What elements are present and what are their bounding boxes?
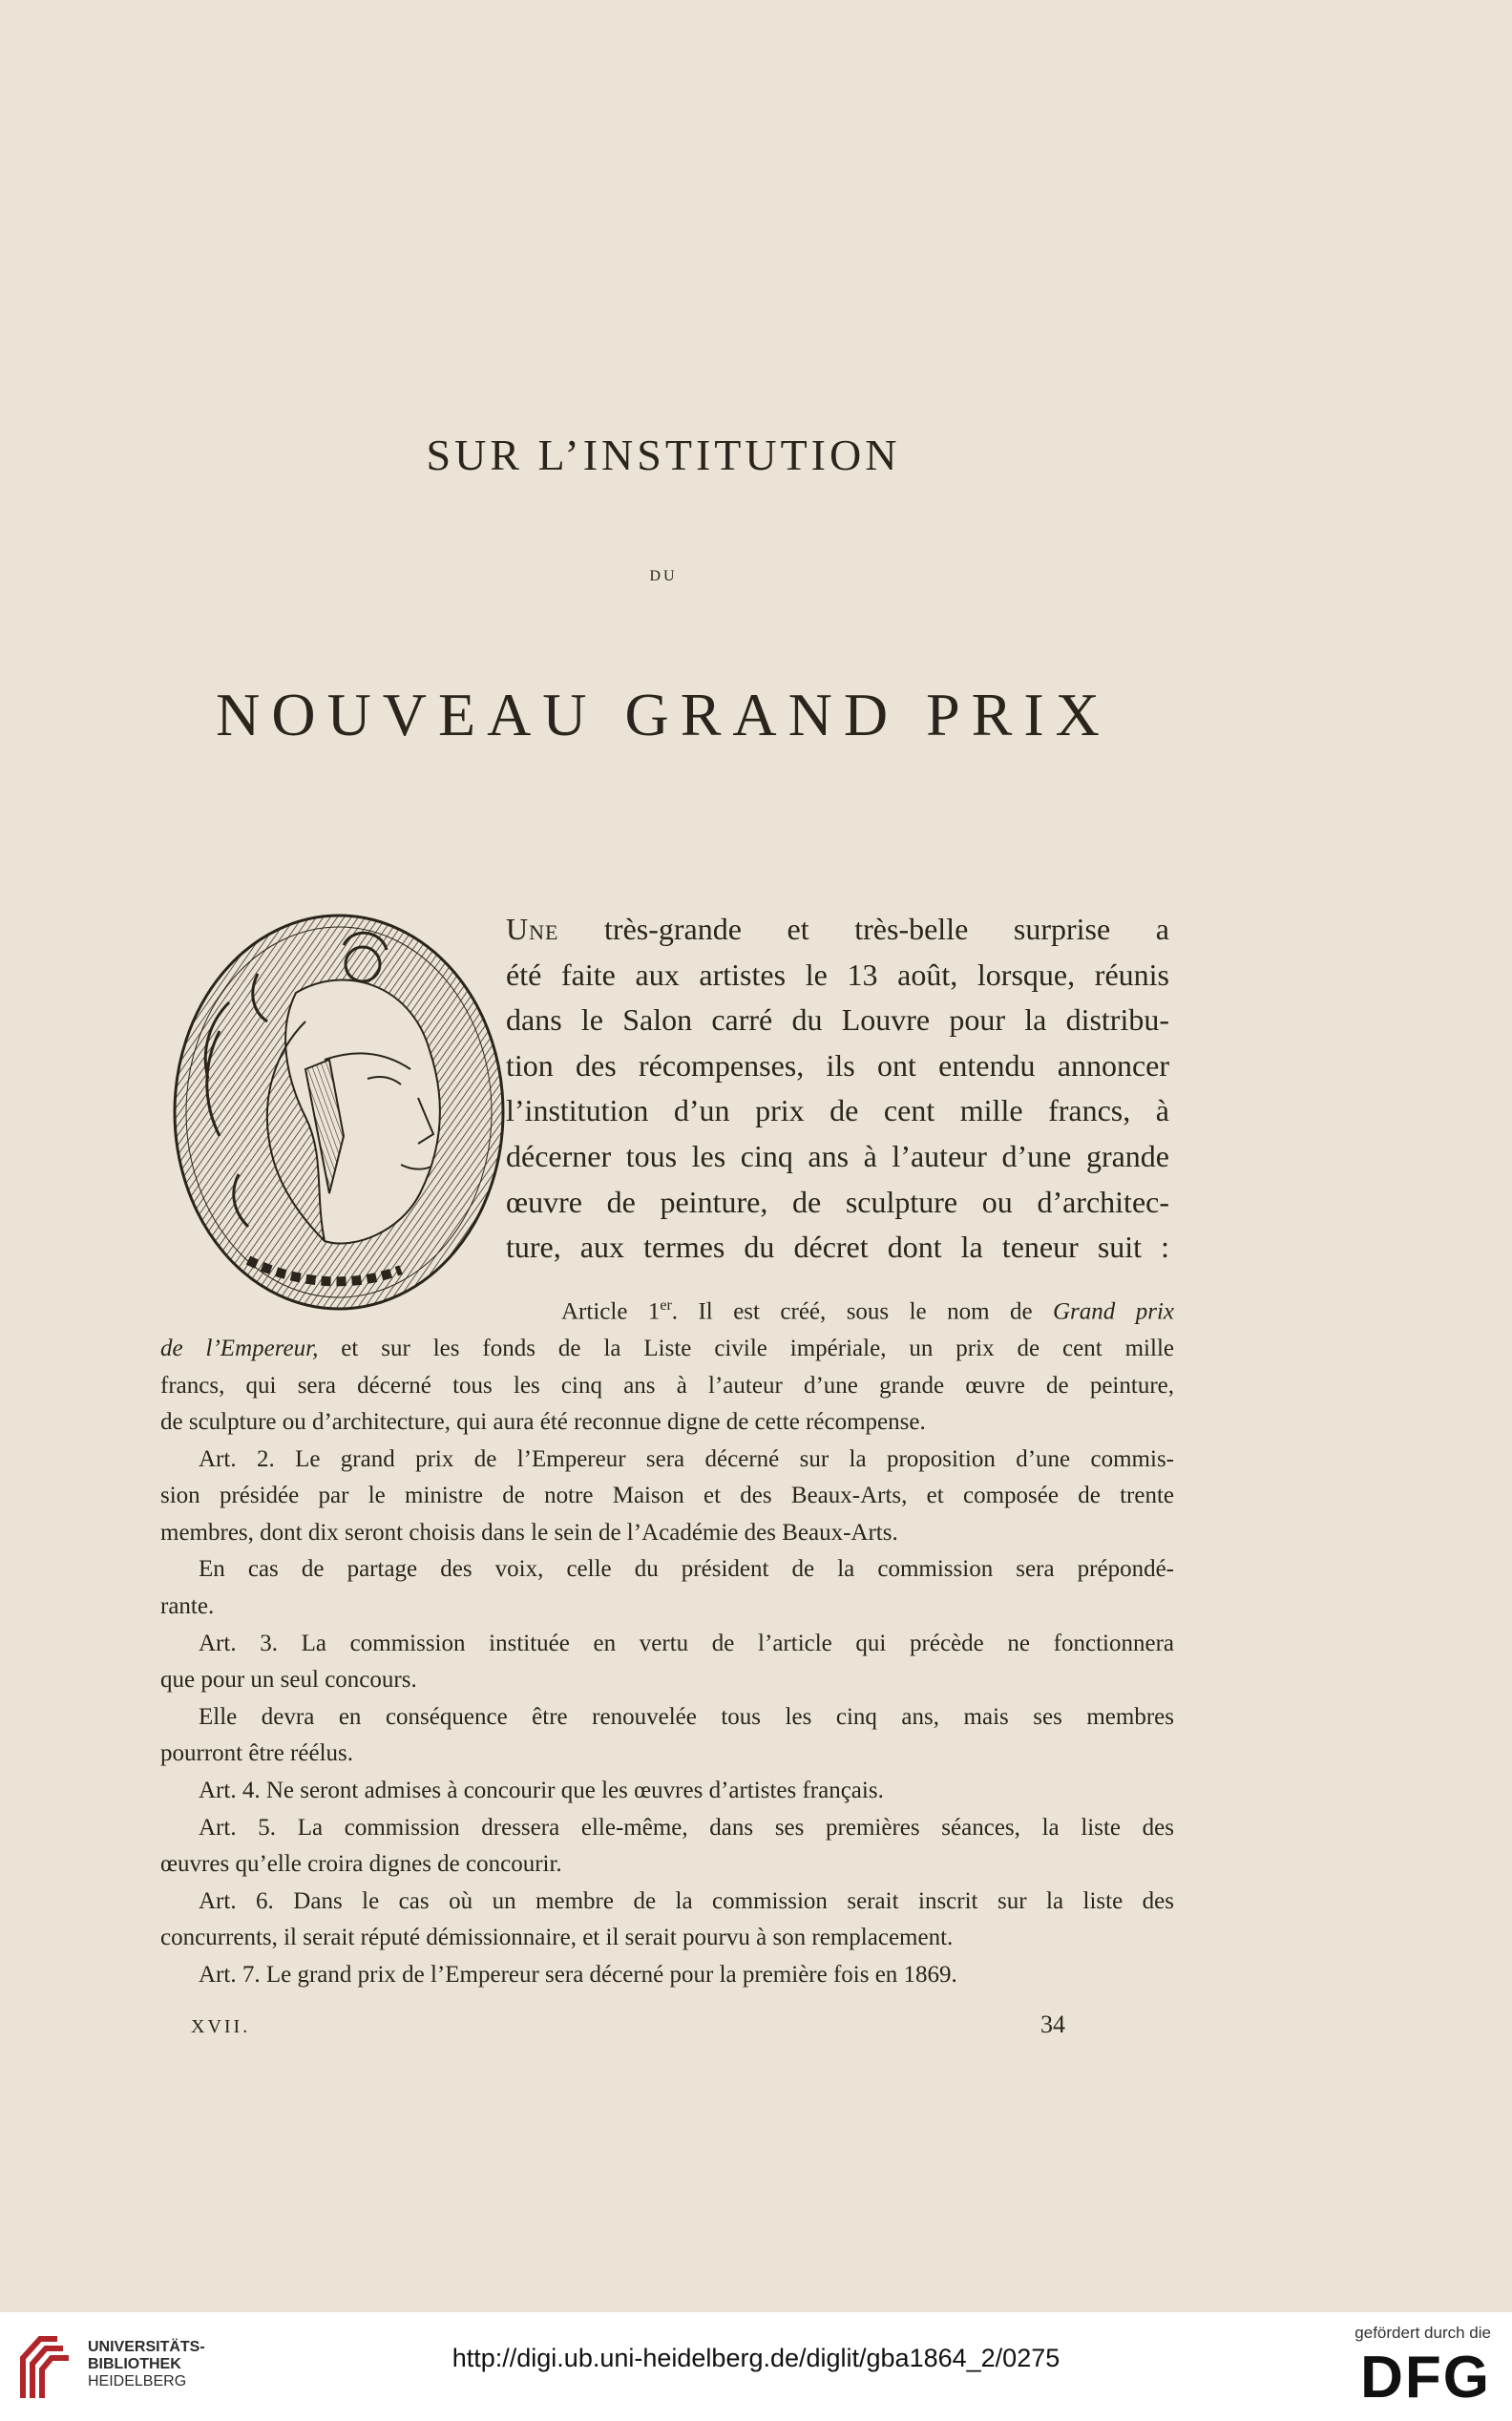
title-line-2: NOUVEAU GRAND PRIX [216,681,1111,748]
permalink-url[interactable]: http://digi.ub.uni-heidelberg.de/diglit/gba1864_2/0275 [452,2344,1060,2372]
signature-mark: XVII. [191,2016,251,2037]
dfg-funding-label: gefördert durch die [1354,2324,1491,2342]
article-2-line: sion présidée par le ministre de notre Maison et des Beaux-Arts, et composée de trente [160,1483,1174,1509]
article-5-line: Art. 5. La commission dressera elle-même, dans ses premières séances, la liste des [199,1814,1174,1841]
intro-line: décerner tous les cinq ans à l’auteur d’une grande [506,1138,1169,1173]
intro-line: dans le Salon carré du Louvre pour la distribu- [506,1002,1169,1038]
intro-line: l’institution d’un prix de cent mille francs, à [506,1093,1169,1128]
article-6-line: concurrents, il serait réputé démissionnaire, et il serait pourvu à son remplacement. [160,1925,954,1951]
article-2-line: membres, dont dix seront choisis dans le sein de l’Académie des Beaux-Arts. [160,1519,898,1546]
article-2-line: Art. 2. Le grand prix de l’Empereur sera décerné sur la proposition d’une commis- [199,1445,1174,1472]
article-6-line: Art. 6. Dans le cas où un membre de la commission serait inscrit sur la liste des [199,1887,1174,1914]
article-4-line: Art. 4. Ne seront admises à concourir que les œuvres d’artistes français. [199,1778,884,1804]
article-1-line: Article 1er. Il est créé, sous le nom de Grand prix [561,1297,1174,1325]
medusa-medallion-illustration [162,907,515,1317]
intro-line: Une très-grande et très-belle surprise a [506,912,1169,946]
dfg-logo[interactable]: DFG [1360,2345,1491,2410]
article-1-line: de sculpture ou d’architecture, qui aura été reconnue digne de cette récompense. [160,1409,926,1436]
page-number: 34 [1040,2010,1065,2038]
article-5-line: œuvres qu’elle croira dignes de concourir. [160,1851,562,1878]
intro-line: été faite aux artistes le 13 août, lorsque, réunis [506,957,1169,992]
article-1-line: de l’Empereur, et sur les fonds de la Liste civile impériale, un prix de cent mille [160,1335,1174,1361]
dropcap-word: Une [506,912,559,946]
university-library-name[interactable]: UNIVERSITÄTS- BIBLIOTHEK HEIDELBERG [88,2339,205,2389]
title-du: DU [649,568,678,584]
article-3-line: que pour un seul concours. [160,1667,417,1694]
article-3-line: Art. 3. La commission instituée en vertu de l’article qui précède ne fonctionnera [199,1630,1174,1656]
article-2-line: rante. [160,1593,215,1620]
intro-line: œuvre de peinture, de sculpture ou d’architec- [506,1184,1169,1219]
decree-text [160,1288,1174,1994]
title-line-1: SUR L’INSTITUTION [426,431,901,479]
intro-paragraph [506,907,1169,1271]
intro-line: tion des récompenses, ils ont entendu annoncer [506,1047,1169,1083]
article-1-line: francs, qui sera décerné tous les cinq ans à l’auteur d’une grande œuvre de peinture, [160,1372,1174,1399]
article-2-line: En cas de partage des voix, celle du président de la commission sera prépondé- [199,1556,1174,1583]
article-3-line: pourront être réélus. [160,1740,354,1767]
intro-line: ture, aux termes du décret dont la teneur suit : [506,1230,1169,1265]
article-3-line: Elle devra en conséquence être renouvelée tous les cinq ans, mais ses membres [199,1703,1174,1730]
article-7-line: Art. 7. Le grand prix de l’Empereur sera décerné pour la première fois en 1869. [199,1962,957,1989]
